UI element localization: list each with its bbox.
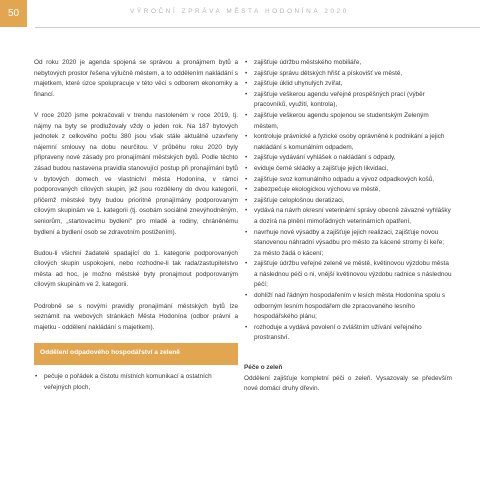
header-rule (35, 27, 480, 28)
list-item (244, 323, 452, 344)
list-item-text: kontroluje právnické a fyzické osoby oprávněné k podnikání a jejich nakládání s komunálním odpadem, (254, 133, 445, 151)
list-item-text: eviduje černé skládky a zajišťuje jejich likvidaci, (254, 164, 389, 172)
list-item-text: rozhoduje a vydává povolení o zvláštním užívání veřejného prostranství. (254, 323, 422, 342)
list-item (244, 164, 452, 175)
list-item-text: zajišťuje úklid uhynulých zvířat, (254, 80, 343, 88)
list-item (244, 111, 452, 132)
list-item (34, 372, 238, 393)
list-item-text: pečuje o pořádek a čistotu místních komunikací a ostatních veřejných ploch, (44, 373, 212, 391)
bullet-glyph: • (245, 260, 248, 268)
list-item (244, 69, 452, 80)
bullet-glyph: • (245, 90, 248, 98)
list-item-text: dohlíží nad řádným hospodařením v lesích města Hodonína spolu s odborným lesním hospodářem dle zpracovaného lesního hospodářského plánu; (254, 292, 446, 321)
bullet-glyph: • (245, 207, 248, 215)
left-bullet-list (34, 372, 238, 393)
list-item (244, 291, 452, 323)
list-item (244, 196, 452, 207)
paragraph-2: V roce 2020 jsme pokračovali v trendu nastoleném v roce 2019, tj. nájmy na byty se prodlužovaly vždy o jeden rok. Na 187 bytových jednotek z celkového počtu 380 jsou však stále aktuálně uzavřeny nájemní smlouvy na dobu neurčitou. V průběhu roku 2020 byly připraveny nové zásady pro pronajímání městských bytů. Podle těchto zásad budou nastavena pravidla stanovující postup při pronajímání bytů v bytových domech ve vlastnictví města Hodonína, v rámci podporovaných cílových skupin, jež jsou rozděleny do dvou kategorií, přičemž městské byty budou prioritně pronajímány podporovaným cílovým skupinám ve 1. kategorii (tj. osobám sociálně znevýhodněným, seniorům, „startovacímu bydlení“ pro mladé a rodiny, chráněnému bydlení a bydlení osob se zdravotním postižením). (34, 111, 238, 236)
bullet-glyph: • (245, 69, 248, 77)
bullet-glyph: • (245, 80, 248, 88)
bullet-glyph: • (245, 111, 248, 119)
list-item-text: zajišťuje veškerou agendu veřejně prospěšných prací (výběr pracovníků, využití, kontrola), (254, 90, 425, 109)
list-item (244, 153, 452, 164)
list-item-text: navrhuje nové výsadby a zajišťuje jejich realizaci, zajišťuje novou stanovenou náhradní výsadbu pro město za kácené stromy či keře; za město žádá o kácení; (254, 228, 445, 257)
running-title: VÝROČNÍ ZPRÁVA MĚSTA HODONÍNA 2020 (130, 8, 349, 15)
list-item (244, 228, 452, 260)
bullet-glyph: • (245, 186, 248, 194)
bullet-glyph: • (245, 175, 248, 183)
final-paragraph: Oddělení zajišťuje kompletní péči o zeleň. Vysazovaly se především nové domácí druhy dřevin. (244, 374, 452, 393)
list-item (244, 185, 452, 196)
paragraph-1: Od roku 2020 je agenda spojená se správou a pronájmem bytů a nebytových prostor řešena výlučně městem, a to oddělením nakládání s majetkem, které úzce spolupracuje v této věci s odborem ekonomiky a financí. (34, 59, 238, 98)
right-column (244, 58, 452, 405)
list-item-text: vydává na návrh okresní veterinární správy obecně závazné vyhlášky a dozírá na plnění mimořádných veterinárních opatření, (254, 207, 451, 225)
list-item-text: zajišťuje údržbu městského mobiliáře, (254, 59, 362, 66)
page-number: 50 (0, 0, 27, 27)
list-item (244, 175, 452, 186)
left-column (34, 58, 238, 393)
bullet-glyph: • (245, 323, 248, 331)
page-header (0, 0, 480, 27)
list-item-text: zajišťuje veškerou agendu spojenou se studentským Zeleným městem, (254, 111, 429, 130)
paragraph-4: Podrobně se s novými pravidly pronajímání městských bytů lze seznámit na webových stránkách Města Hodonína (odbor právní a majetku - oddělení nakládání s majetkem). (34, 302, 238, 331)
bullet-glyph: • (245, 133, 248, 141)
bullet-glyph: • (245, 59, 248, 66)
bullet-glyph: • (245, 164, 248, 172)
list-item-text: zajišťuje vydávání vyhlášek o nakládání s odpady, (254, 154, 396, 162)
bullet-glyph: • (245, 154, 248, 162)
bullet-glyph: • (245, 292, 248, 300)
list-item (244, 206, 452, 227)
section-heading: Oddělení odpadového hospodářství a zeleně (34, 343, 238, 365)
bullet-glyph: • (245, 228, 248, 236)
subheading: Péče o zeleň (244, 364, 283, 372)
spacer (244, 344, 452, 357)
bullet-glyph: • (35, 373, 38, 381)
list-item (244, 132, 452, 153)
list-item (244, 79, 452, 90)
list-item-text: zabezpečuje ekologickou výchovu ve městě, (254, 186, 381, 194)
list-item (244, 259, 452, 291)
list-item-text: zajišťuje správu dětských hřišť a pískovišť ve městě, (254, 69, 403, 77)
list-item (244, 90, 452, 111)
right-bullet-list (244, 58, 452, 344)
paragraph-3: Budou-li všichni žadatelé spadající do 1. kategorie podporovaných cílových skupin uspokojeni, nebo rozhodne-li tak rada/zastupitelstvo města ad hoc, je možno městské byty pronajmout podporovaným cílovým skupinám ve 2. kategorii. (34, 249, 238, 289)
bullet-glyph: • (245, 196, 248, 204)
list-item-text: zajišťuje údržbu veřejné zeleně ve městě, květinovou výzdobu města a následnou péči o ni, vnější květinovou výzdobu radnice s následnou péčí; (254, 260, 452, 289)
list-item-text: zajišťuje celoplošnou deratizaci, (254, 196, 345, 204)
list-item (244, 58, 452, 69)
list-item-text: zajišťuje svoz komunálního odpadu a vývoz odpadkových košů, (254, 175, 435, 183)
